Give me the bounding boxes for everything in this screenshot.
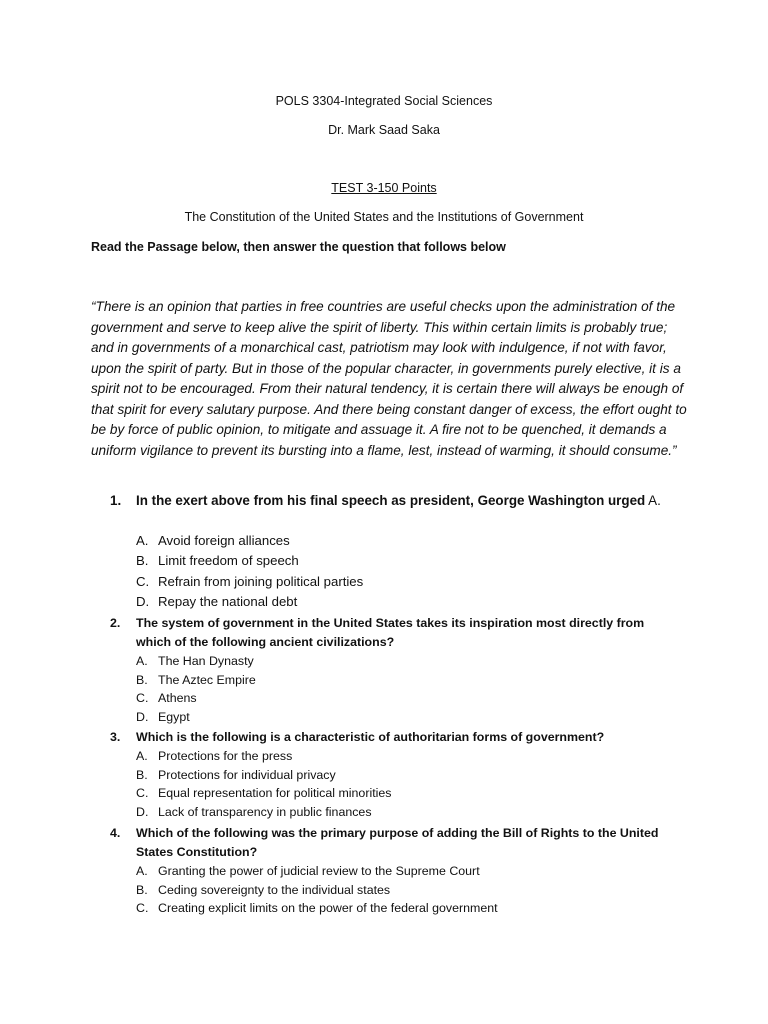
option-c bbox=[110, 572, 670, 592]
option-b bbox=[110, 551, 670, 571]
test-subtitle: The Constitution of the United States and the Institutions of Government bbox=[184, 210, 584, 224]
question-text: The system of government in the United States takes its inspiration most directly from which of the following ancient civilizations? bbox=[136, 616, 645, 649]
option-b bbox=[110, 766, 670, 785]
option-text: Protections for individual privacy bbox=[158, 767, 336, 782]
option-b bbox=[110, 671, 670, 690]
written-answer: A. bbox=[645, 493, 661, 508]
option-b bbox=[110, 881, 670, 900]
option-text: Protections for the press bbox=[158, 749, 293, 763]
option-letter: D. bbox=[136, 805, 149, 820]
option-c bbox=[110, 784, 670, 803]
question-number: 3. bbox=[110, 730, 121, 744]
question-number: 4. bbox=[110, 826, 121, 840]
option-a bbox=[110, 652, 670, 671]
option-c bbox=[110, 899, 670, 918]
passage-quote: “There is an opinion that parties in free countries are useful checks upon the administration of the government and serve to keep alive the spirit of liberty. This within certain limits is probably true; and in governments of a monarchical cast, patriotism may look with indulgence, if not with favor, upon the spirit of party. But in those of the popular character, in governments purely elective, it is a spirit not to be encouraged. From their natural tendency, it is certain there will always be enough of that spirit for every salutary purpose. And there being constant danger of excess, the effort ought to be by force of public opinion, to mitigate and assuage it. A fire not to be quenched, it demands a uniform vigilance to prevent its bursting into a flame, lest, instead of warming, it should consume.” bbox=[91, 299, 687, 458]
option-text: The Aztec Empire bbox=[158, 672, 256, 687]
option-d bbox=[110, 708, 670, 727]
option-text: Ceding sovereignty to the individual states bbox=[158, 882, 391, 897]
question-text: Which is the following is a characteristic of authoritarian forms of government? bbox=[136, 730, 605, 744]
option-a bbox=[110, 747, 670, 766]
question-number: 1. bbox=[110, 493, 122, 508]
option-letter: D. bbox=[136, 710, 149, 725]
question-text bbox=[136, 491, 670, 511]
option-letter: C. bbox=[136, 691, 149, 706]
option-letter: B. bbox=[136, 672, 148, 687]
question-prompt: In the exert above from his final speech as president, George Washington urged bbox=[136, 493, 646, 508]
question-text: Which of the following was the primary purpose of adding the Bill of Rights to the United States Constitution? bbox=[136, 826, 659, 859]
test-title: TEST 3-150 Points bbox=[331, 181, 437, 195]
option-text: Egypt bbox=[158, 710, 190, 725]
option-letter: C. bbox=[136, 786, 149, 801]
option-text: Lack of transparency in public finances bbox=[158, 805, 372, 820]
course-title: POLS 3304-Integrated Social Sciences bbox=[275, 94, 493, 108]
instructor-name: Dr. Mark Saad Saka bbox=[328, 123, 440, 137]
question-4 bbox=[110, 824, 670, 918]
question-1 bbox=[110, 491, 670, 612]
option-letter: D. bbox=[136, 593, 150, 609]
option-letter: A. bbox=[136, 654, 148, 668]
option-text: Creating explicit limits on the power of the federal government bbox=[158, 901, 498, 916]
option-letter: A. bbox=[136, 864, 148, 878]
option-letter: B. bbox=[136, 553, 149, 569]
option-a bbox=[110, 531, 670, 551]
option-letter: B. bbox=[136, 767, 148, 782]
option-text: The Han Dynasty bbox=[158, 654, 254, 668]
option-letter: B. bbox=[136, 882, 148, 897]
option-text: Granting the power of judicial review to the Supreme Court bbox=[158, 864, 480, 878]
option-text: Repay the national debt bbox=[158, 593, 298, 609]
option-text: Athens bbox=[158, 691, 197, 706]
option-text: Limit freedom of speech bbox=[158, 553, 299, 569]
option-letter: C. bbox=[136, 901, 149, 916]
option-d bbox=[110, 592, 670, 612]
question-number: 2. bbox=[110, 616, 121, 630]
question-2 bbox=[110, 614, 670, 727]
option-letter: A. bbox=[136, 749, 148, 763]
option-text: Refrain from joining political parties bbox=[158, 573, 364, 589]
option-d bbox=[110, 803, 670, 822]
option-letter: A. bbox=[136, 533, 149, 548]
option-c bbox=[110, 689, 670, 708]
option-text: Equal representation for political minorities bbox=[158, 786, 392, 801]
instruction-text: Read the Passage below, then answer the question that follows below bbox=[91, 240, 506, 254]
question-3 bbox=[110, 728, 670, 822]
option-a bbox=[110, 862, 670, 881]
option-text: Avoid foreign alliances bbox=[158, 533, 290, 548]
option-letter: C. bbox=[136, 573, 150, 589]
